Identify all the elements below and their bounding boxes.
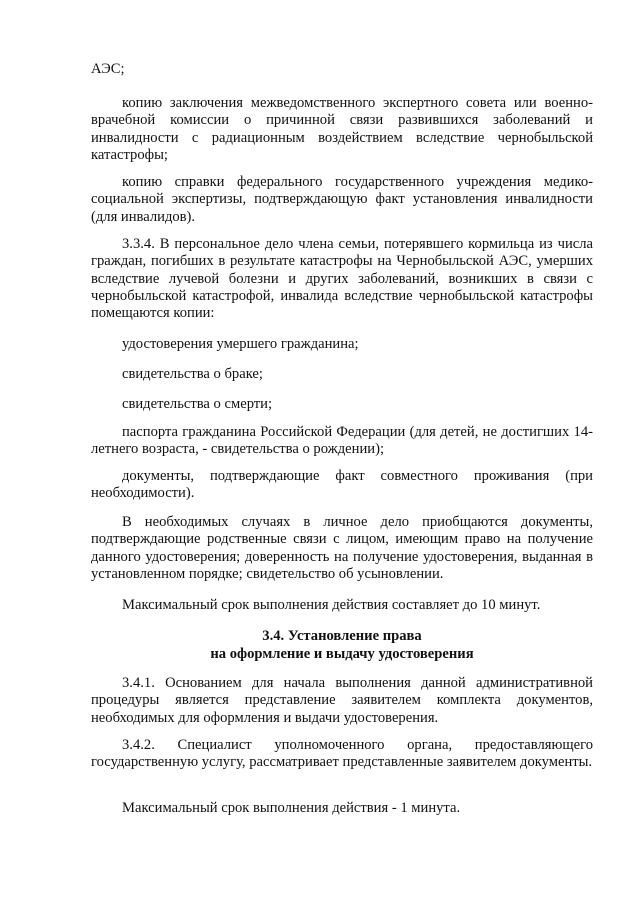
paragraph-14: Максимальный срок выполнения действия - 1 минута. (122, 800, 461, 816)
section-heading-line-1: 3.4. Установление права (262, 628, 422, 644)
paragraph-1: АЭС; (91, 61, 125, 77)
paragraph-11: Максимальный срок выполнения действия составляет до 10 минут. (122, 597, 541, 613)
paragraph-4: 3.3.4. В персональное дело члена семьи, потерявшего кормильца из числа граждан, погибших в результате катастрофы на Чернобыльской АЭС, умерших вследствие лучевой болезни и других заболеваний, возникших в связи с чернобыльской катастрофой, инвалида вследствие чернобыльской катастрофы помещаются копии: (91, 236, 593, 322)
paragraph-8: паспорта гражданина Российской Федерации (для детей, не достигших 14-летнего возраста, - свидетельства о рождении); (91, 424, 593, 458)
paragraph-10: В необходимых случаях в личное дело приобщаются документы, подтверждающие родственные связи с лицом, имеющим право на получение данного удостоверения; доверенность на получение удостоверения, выданная в установленном порядке; свидетельство об усыновлении. (91, 514, 593, 582)
paragraph-9: документы, подтверждающие факт совместного проживания (при необходимости). (91, 468, 593, 502)
paragraph-3: копию справки федерального государственного учреждения медико-социальной экспертизы, подтверждающую факт установления инвалидности (для инвалидов). (91, 174, 593, 225)
paragraph-13: 3.4.2. Специалист уполномоченного органа, предоставляющего государственную услугу, рассматривает представленные заявителем документы. (91, 737, 593, 771)
paragraph-7: свидетельства о смерти; (122, 396, 273, 412)
paragraph-5: удостоверения умершего гражданина; (122, 336, 359, 352)
section-heading-line-2: на оформление и выдачу удостоверения (210, 646, 474, 662)
paragraph-12: 3.4.1. Основанием для начала выполнения данной административной процедуры является представление заявителем комплекта документов, необходимых для оформления и выдачи удостоверения. (91, 675, 593, 726)
paragraph-6: свидетельства о браке; (122, 366, 263, 382)
paragraph-2: копию заключения межведомственного экспертного совета или военно-врачебной комиссии о причинной связи развившихся заболеваний и инвалидности с радиационным воздействием вследствие чернобыльской катастрофы; (91, 95, 593, 163)
